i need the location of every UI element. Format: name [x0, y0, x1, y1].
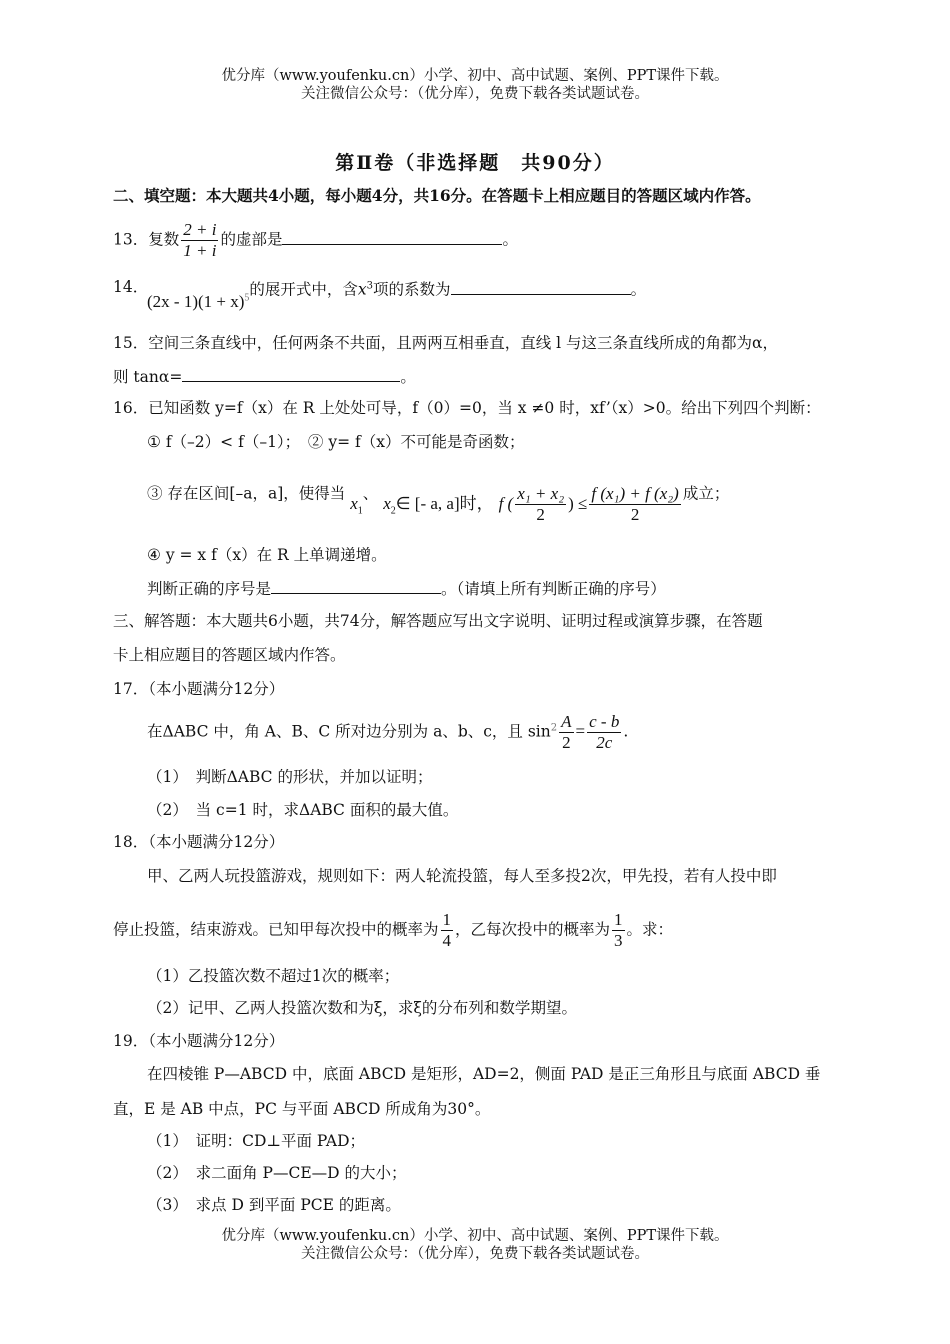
q15-answer-blank: [182, 367, 400, 382]
q14-exponent: 5: [244, 292, 250, 303]
q17-right-num: c - b: [589, 712, 620, 731]
question-15-line1: 15．空间三条直线中，任何两条不共面，且两两互相垂直，直线 l 与这三条直线所成的角都为α，: [113, 334, 779, 352]
question-14: [113, 277, 148, 297]
q16-left-fraction: [515, 484, 566, 525]
q18-f2-num: 1: [614, 910, 623, 929]
q14-expression: (2x - 1)(1 + x): [147, 291, 245, 311]
q13-frac-num: 2 + i: [183, 220, 217, 239]
q14-end: 。: [630, 280, 647, 299]
page-title: 第Ⅱ卷（非选择题 共90分）: [335, 152, 615, 174]
footer-line-1: 优分库（www.youfenku.cn）小学、初中、高中试题、案例、PPT课件下载。: [221, 1228, 729, 1244]
q18-f1-den: 4: [442, 931, 452, 950]
q15-end: 。: [400, 368, 416, 386]
q16-answer-blank: [271, 579, 441, 594]
q17-stem-text: 在ΔABC 中，角 A、B、C 所对边分别为 a、b、c，且 sin: [147, 722, 551, 741]
q19-part-2: （2） 求二面角 P—CE—D 的大小；: [147, 1164, 407, 1182]
q13-fraction: [181, 220, 218, 261]
q17-part-1: （1） 判断ΔABC 的形状，并加以证明；: [147, 768, 433, 786]
question-19-head: 19．（本小题满分12分）: [113, 1032, 285, 1050]
q13-number: 13．: [113, 230, 149, 249]
q16-right-den: 2: [630, 505, 640, 524]
q16-judge: [147, 579, 666, 599]
q19-line2: 直，E 是 AB 中点，PC 与平面 ABCD 所成角为30°。: [113, 1100, 491, 1118]
q18-part-1: （1）乙投篮次数不超过1次的概率；: [147, 967, 400, 985]
q15-prefix: 则 tanα=: [113, 368, 183, 386]
q14-expression-row: [147, 276, 647, 311]
q16-left-num: x₁ + x₂: [517, 484, 565, 503]
q19-line1: 在四棱锥 P—ABCD 中，底面 ABCD 是矩形，AD=2，侧面 PAD 是正三角形且与底面 ABCD 垂: [147, 1065, 821, 1083]
q18-fraction-1: [441, 910, 454, 951]
q17-right-fraction: [587, 712, 621, 753]
q17-left-den: 2: [562, 733, 571, 752]
section2-heading: 二、填空题：本大题共4小题，每小题4分，共16分。在答题卡上相应题目的答题区域内作答。: [113, 186, 761, 205]
q17-part-2: （2） 当 c=1 时，求ΔABC 面积的最大值。: [147, 801, 459, 819]
question-18-head: 18．（本小题满分12分）: [113, 833, 285, 851]
q16-right-fraction: [589, 484, 680, 525]
q18-line1: 甲、乙两人玩投篮游戏，规则如下：两人轮流投篮，每人至多投2次，甲先投，若有人投中即: [147, 867, 777, 885]
q13-frac-den: 1 + i: [183, 241, 217, 260]
footer-line-2: 关注微信公众号：（优分库），免费下载各类试题试卷。: [301, 1246, 649, 1262]
q16-x2: x: [383, 493, 391, 513]
question-15-line2: [113, 367, 416, 387]
q18-fraction-2: [612, 910, 625, 951]
question-13: [113, 220, 518, 261]
q16-judge-end: 。（请填上所有判断正确的序号）: [441, 580, 666, 598]
q16-close: ) ≤: [568, 493, 588, 513]
q17-right-den: 2c: [596, 733, 613, 752]
q16-items-1-2: ① f（–2）< f（–1）； ② y= f（x）不可能是奇函数；: [147, 433, 525, 451]
q14-answer-blank: [451, 280, 631, 295]
q19-part-1: （1） 证明：CD⊥平面 PAD；: [147, 1132, 366, 1150]
q13-prefix: 复数: [148, 230, 180, 249]
q17-eq: =: [575, 721, 586, 741]
q17-left-num: A: [561, 712, 572, 731]
q19-part-3: （3） 求点 D 到平面 PCE 的距离。: [147, 1196, 401, 1214]
q16-item-3: ③ 存在区间[–a，a]，使得当 $x_1$、 $x_2\in$ [- a, a]时， f ( $\frac{\text{x₁ + x₂}}{2}$ ) ≤ $\frac{\text{f (x₁) + f (x₂)}}{2}$ 成立；: [147, 484, 730, 524]
q14-text: 的展开式中，含: [249, 280, 358, 299]
q17-left-fraction: [559, 712, 573, 753]
q14-var: x: [357, 280, 367, 299]
q16-f: f (: [498, 493, 514, 513]
section3-line1: 三、解答题：本大题共6小题，共74分，解答题应写出文字说明、证明过程或演算步骤，在答题: [113, 612, 763, 630]
header-line-2: 关注微信公众号：（优分库），免费下载各类试题试卷。: [301, 86, 649, 102]
q18-text: 停止投篮，结束游戏。已知甲每次投中的概率为: [113, 920, 439, 939]
q16-judge-prefix: 判断正确的序号是: [147, 580, 272, 598]
q16-sep: 、: [362, 484, 379, 503]
q13-suffix: 的虚部是: [220, 230, 283, 249]
q18-part-2: （2）记甲、乙两人投篮次数和为ξ，求ξ的分布列和数学期望。: [147, 999, 577, 1017]
header-line-1: 优分库（www.youfenku.cn）小学、初中、高中试题、案例、PPT课件下载。: [221, 68, 729, 84]
q18-f2-den: 3: [614, 931, 623, 950]
q18-text-end: 。求：: [626, 920, 674, 939]
q16-x1: x: [350, 493, 358, 513]
q13-end: 。: [502, 230, 518, 249]
q16-interval: ∈ [- a, a]时，: [395, 493, 494, 513]
q14-power: 3: [366, 280, 374, 292]
q18-f1-num: 1: [442, 910, 452, 929]
q16-item-4: ④ y = x f（x）在 R 上单调递增。: [147, 546, 387, 564]
q17-power: 2: [550, 722, 558, 734]
section3-line2: 卡上相应题目的答题区域内作答。: [113, 646, 346, 664]
q17-end: .: [623, 722, 629, 741]
q18-line2: [113, 910, 673, 951]
q16-left-den: 2: [536, 505, 545, 524]
q13-answer-blank: [282, 230, 502, 245]
q14-number: 14．: [113, 278, 149, 296]
question-17-head: 17．（本小题满分12分）: [113, 680, 285, 698]
q16-item3-prefix: ③ 存在区间[–a，a]，使得当: [147, 484, 346, 503]
q18-text-mid: ，乙每次投中的概率为: [455, 920, 611, 939]
q16-right-num: f (x₁) + f (x₂): [591, 484, 679, 503]
question-16-stem: 16．已知函数 y=f（x）在 R 上处处可导，f（0）=0，当 x ≠0 时，xf’（x）>0。给出下列四个判断：: [113, 399, 821, 417]
q17-stem: [147, 712, 628, 753]
q14-text2: 项的系数为: [373, 280, 451, 299]
q16-item3-end: 成立；: [682, 484, 730, 503]
